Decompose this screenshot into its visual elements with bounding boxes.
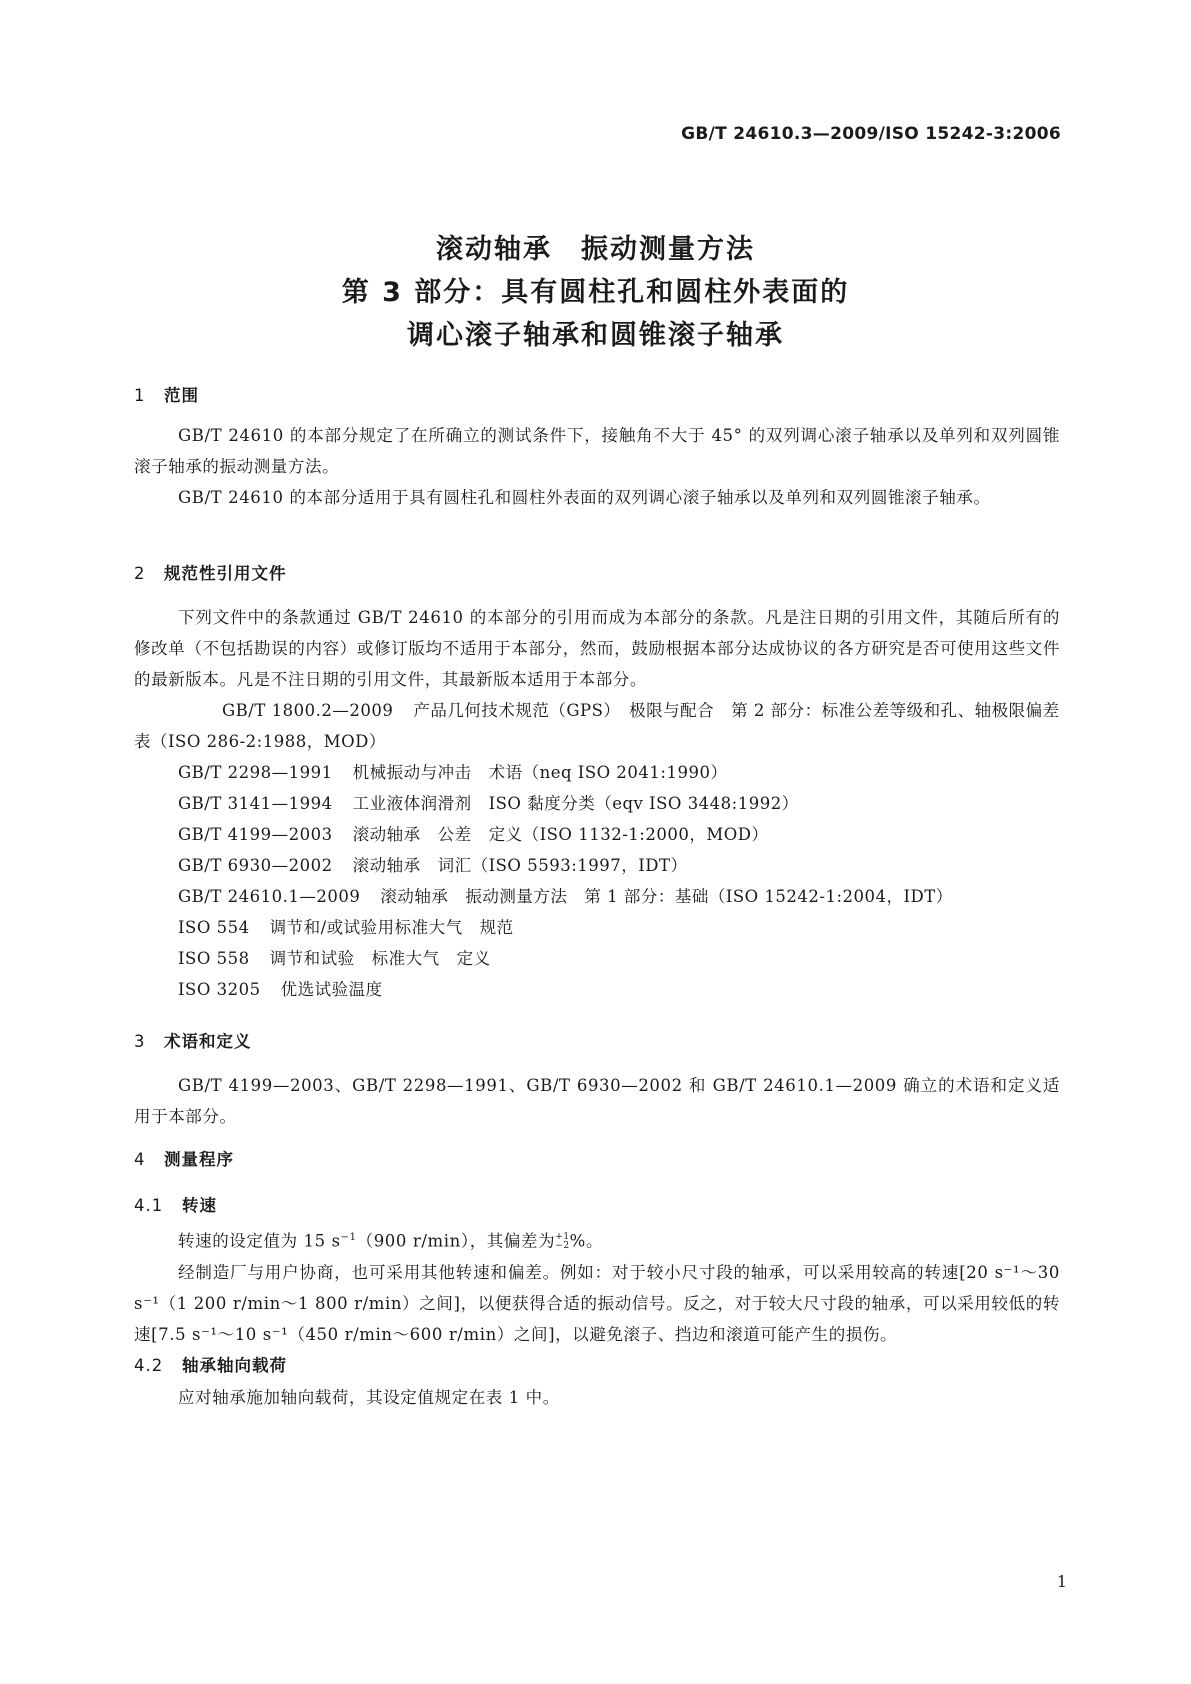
reference-code: GB/T 6930—2002 [178, 856, 333, 875]
section-heading [134, 558, 1060, 590]
reference-title: 机械振动与冲击 术语（neq ISO 2041:1990） [352, 763, 728, 782]
section-heading [134, 1026, 1060, 1058]
reference-title: 优选试验温度 [280, 980, 383, 999]
reference-code: ISO 3205 [178, 980, 261, 999]
subsection-title: 轴承轴向载荷 [182, 1355, 287, 1375]
standard-code: GB/T 24610.3—2009/ISO 15242-3:2006 [681, 124, 1061, 144]
title-line-1: 滚动轴承 振动测量方法 [436, 234, 755, 265]
reference-item [134, 695, 1060, 757]
document-title [0, 228, 1191, 357]
reference-item [134, 757, 1060, 788]
reference-code: GB/T 24610.1—2009 [178, 887, 361, 906]
paragraph: GB/T 4199—2003、GB/T 2298—1991、GB/T 6930—2002 和 GB/T 24610.1—2009 确立的术语和定义适用于本部分。 [134, 1076, 1060, 1126]
section-scope [134, 380, 1060, 513]
text-run: %。 [569, 1231, 604, 1251]
superscript: −1 [340, 1232, 357, 1243]
reference-item [134, 788, 1060, 819]
section-terms [134, 1026, 1060, 1132]
subsection-title: 转速 [182, 1196, 217, 1215]
section-title: 测量程序 [164, 1150, 234, 1169]
subsection-number: 4.2 [134, 1355, 164, 1375]
reference-item [134, 974, 1060, 1005]
reference-title: 滚动轴承 词汇（ISO 5593:1997，IDT） [352, 856, 688, 875]
paragraph: GB/T 24610 的本部分适用于具有圆柱孔和圆柱外表面的双列调心滚子轴承以及单列和双列圆锥滚子轴承。 [178, 488, 991, 507]
reference-code: ISO 558 [178, 949, 250, 968]
section-title: 范围 [164, 386, 199, 405]
section-heading [134, 1144, 1060, 1176]
reference-item [134, 881, 1060, 912]
reference-item [134, 850, 1060, 881]
section-number: 4 [134, 1150, 146, 1169]
reference-list [134, 695, 1060, 1005]
paragraph-speed [134, 1222, 1060, 1257]
subsection-heading [134, 1350, 1060, 1382]
page-number: 1 [1056, 1572, 1067, 1591]
section-heading [134, 380, 1060, 412]
title-line-2: 第 3 部分：具有圆柱孔和圆柱外表面的 [341, 277, 850, 308]
subsection-number: 4.1 [134, 1196, 164, 1215]
reference-title: 滚动轴承 公差 定义（ISO 1132-1:2000，MOD） [352, 825, 769, 844]
text-run: 转速的设定值为 15 s [178, 1231, 341, 1251]
reference-title: 工业液体润滑剂 ISO 黏度分类（eqv ISO 3448:1992） [352, 794, 799, 813]
paragraph: 应对轴承施加轴向载荷，其设定值规定在表 1 中。 [178, 1387, 560, 1407]
reference-code: GB/T 4199—2003 [178, 825, 333, 844]
reference-title: 产品几何技术规范（GPS） 极限与配合 第 2 部分：标准公差等级和孔、轴极限偏差表（ISO 286-2:1988，MOD） [134, 701, 1060, 751]
title-line-3: 调心滚子轴承和圆锥滚子轴承 [407, 320, 784, 351]
reference-item [134, 943, 1060, 974]
section-number: 1 [134, 386, 146, 405]
text-run: （900 r/min），其偏差为 [356, 1231, 556, 1251]
reference-code: ISO 554 [178, 918, 250, 937]
reference-code: GB/T 1800.2—2009 [222, 701, 394, 720]
section-title: 规范性引用文件 [164, 564, 287, 583]
paragraph: 下列文件中的条款通过 GB/T 24610 的本部分的引用而成为本部分的条款。凡是注日期的引用文件，其随后所有的修改单（不包括勘误的内容）或修订版均不适用于本部分，然而，鼓励根据本部分达成协议的各方研究是否可使用这些文件的最新版本。凡是不注日期的引用文件，其最新版本适用于本部分。 [134, 608, 1060, 689]
reference-title: 调节和试验 标准大气 定义 [269, 949, 491, 968]
reference-item [134, 912, 1060, 943]
tolerance-upper: +1 [555, 1232, 570, 1242]
section-measurement-procedure [134, 1144, 1060, 1413]
paragraph: GB/T 24610 的本部分规定了在所确立的测试条件下，接触角不大于 45° 的双列调心滚子轴承以及单列和双列圆锥滚子轴承的振动测量方法。 [134, 426, 1060, 476]
section-normative-references [134, 558, 1060, 1005]
subsection-heading [134, 1190, 1060, 1222]
paragraph: 经制造厂与用户协商，也可采用其他转速和偏差。例如：对于较小尺寸段的轴承，可以采用较高的转速[20 s⁻¹～30 s⁻¹（1 200 r/min～1 800 r/min）之间]，以便获得合适的振动信号。反之，对于较大尺寸段的轴承，可以采用较低的转速[7.5 s⁻¹～10 s⁻¹（450 r/min～600 r/min）之间]，以避免滚子、挡边和滚道可能产生的损伤。 [134, 1262, 1060, 1344]
reference-code: GB/T 3141—1994 [178, 794, 333, 813]
reference-title: 调节和/或试验用标准大气 规范 [269, 918, 514, 937]
section-number: 3 [134, 1032, 146, 1051]
section-title: 术语和定义 [164, 1032, 252, 1051]
reference-title: 滚动轴承 振动测量方法 第 1 部分：基础（ISO 15242-1:2004，IDT） [380, 887, 953, 906]
tolerance [555, 1233, 569, 1251]
section-number: 2 [134, 564, 146, 583]
tolerance-lower: −2 [555, 1241, 570, 1251]
reference-item [134, 819, 1060, 850]
reference-code: GB/T 2298—1991 [178, 763, 333, 782]
